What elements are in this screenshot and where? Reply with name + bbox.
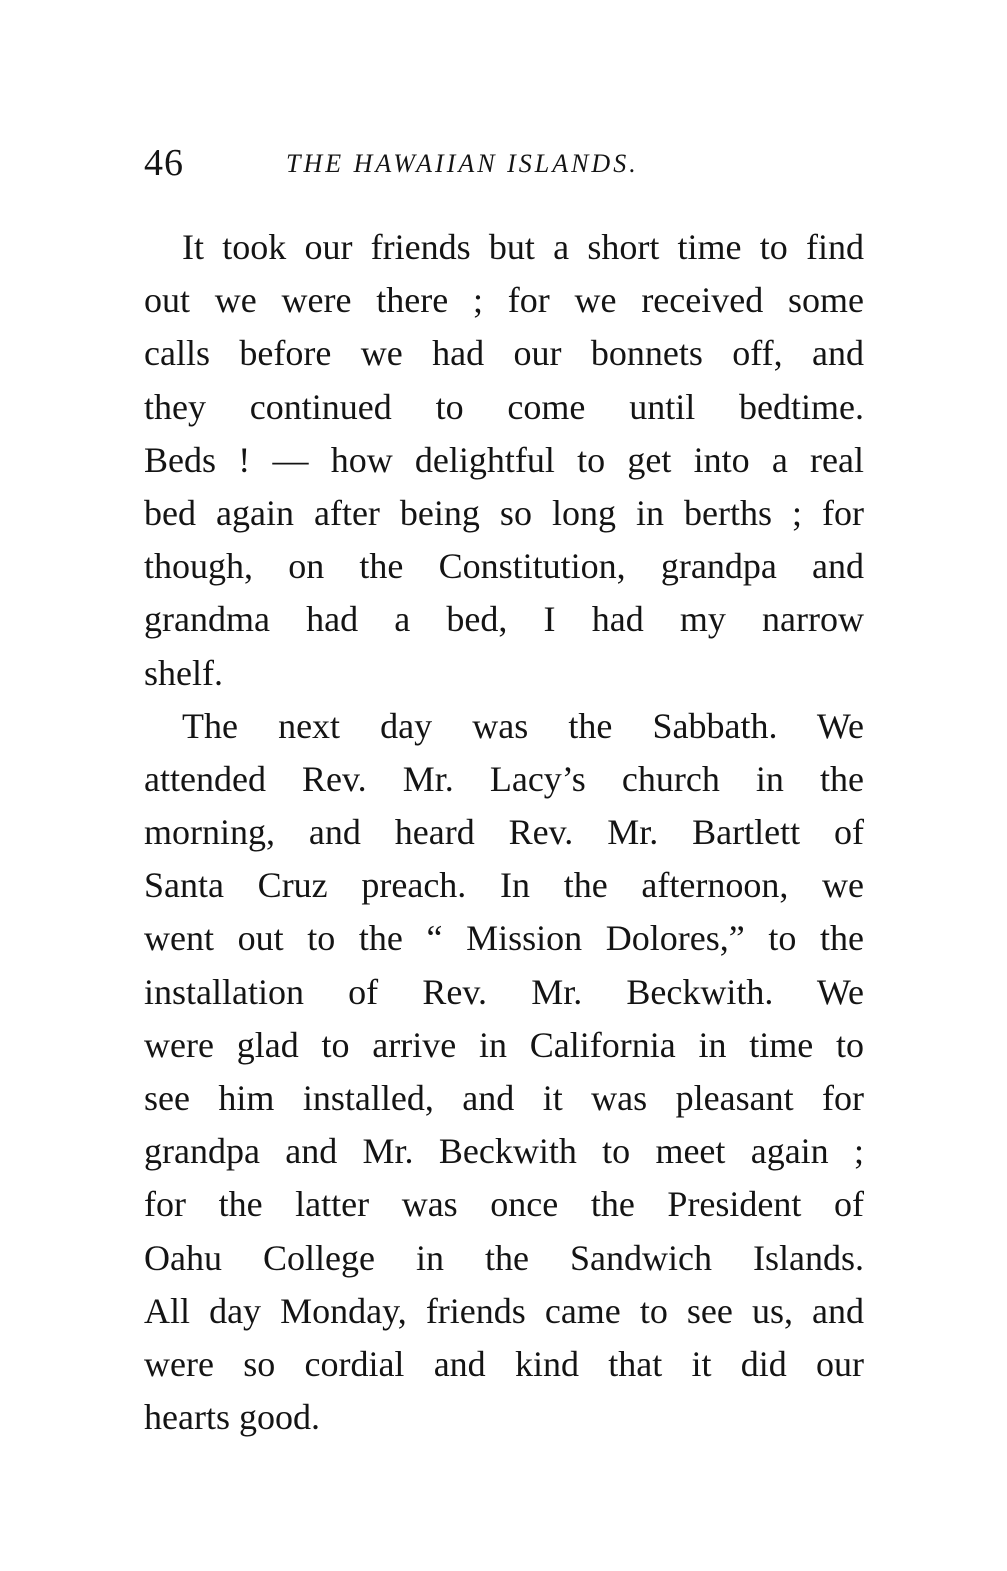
text-line: shelf. xyxy=(144,652,223,693)
text-line: grandma had a bed, I had my narrow xyxy=(144,599,864,640)
paragraph-2 xyxy=(144,700,864,1445)
paragraph-1 xyxy=(144,221,864,700)
text-line: out we were there ; for we received some xyxy=(144,280,864,321)
text-line: Oahu College in the Sandwich Islands. xyxy=(144,1237,864,1278)
text-line: The next day was the Sabbath. We xyxy=(182,705,864,746)
text-line: Santa Cruz preach. In the afternoon, we xyxy=(144,865,864,906)
text-line: It took our friends but a short time to find xyxy=(182,227,864,267)
page-number: 46 xyxy=(144,142,184,184)
text-line: were so cordial and kind that it did our xyxy=(144,1343,864,1384)
text-line: calls before we had our bonnets off, and xyxy=(144,333,864,374)
text-line: All day Monday, friends came to see us, and xyxy=(144,1290,864,1331)
text-line: though, on the Constitution, grandpa and xyxy=(144,546,864,587)
running-head xyxy=(144,138,864,188)
text-line: were glad to arrive in California in time to xyxy=(144,1024,864,1065)
text-line: grandpa and Mr. Beckwith to meet again ; xyxy=(144,1131,864,1172)
text-line: see him installed, and it was pleasant for xyxy=(144,1078,864,1118)
text-line: hearts good. xyxy=(144,1397,320,1438)
text-line: they continued to come until bedtime. xyxy=(144,386,864,427)
body-text xyxy=(144,221,864,1444)
text-line: bed again after being so long in berths ; for xyxy=(144,492,864,533)
text-line: attended Rev. Mr. Lacy’s church in the xyxy=(144,758,864,799)
text-line: went out to the “ Mission Dolores,” to the xyxy=(144,918,864,959)
text-line: morning, and heard Rev. Mr. Bartlett of xyxy=(144,812,864,853)
text-line: installation of Rev. Mr. Beckwith. We xyxy=(144,971,864,1012)
text-line: for the latter was once the President of xyxy=(144,1184,864,1225)
text-line: Beds ! — how delightful to get into a real xyxy=(144,439,864,480)
running-title: THE HAWAIIAN ISLANDS. xyxy=(286,149,639,178)
